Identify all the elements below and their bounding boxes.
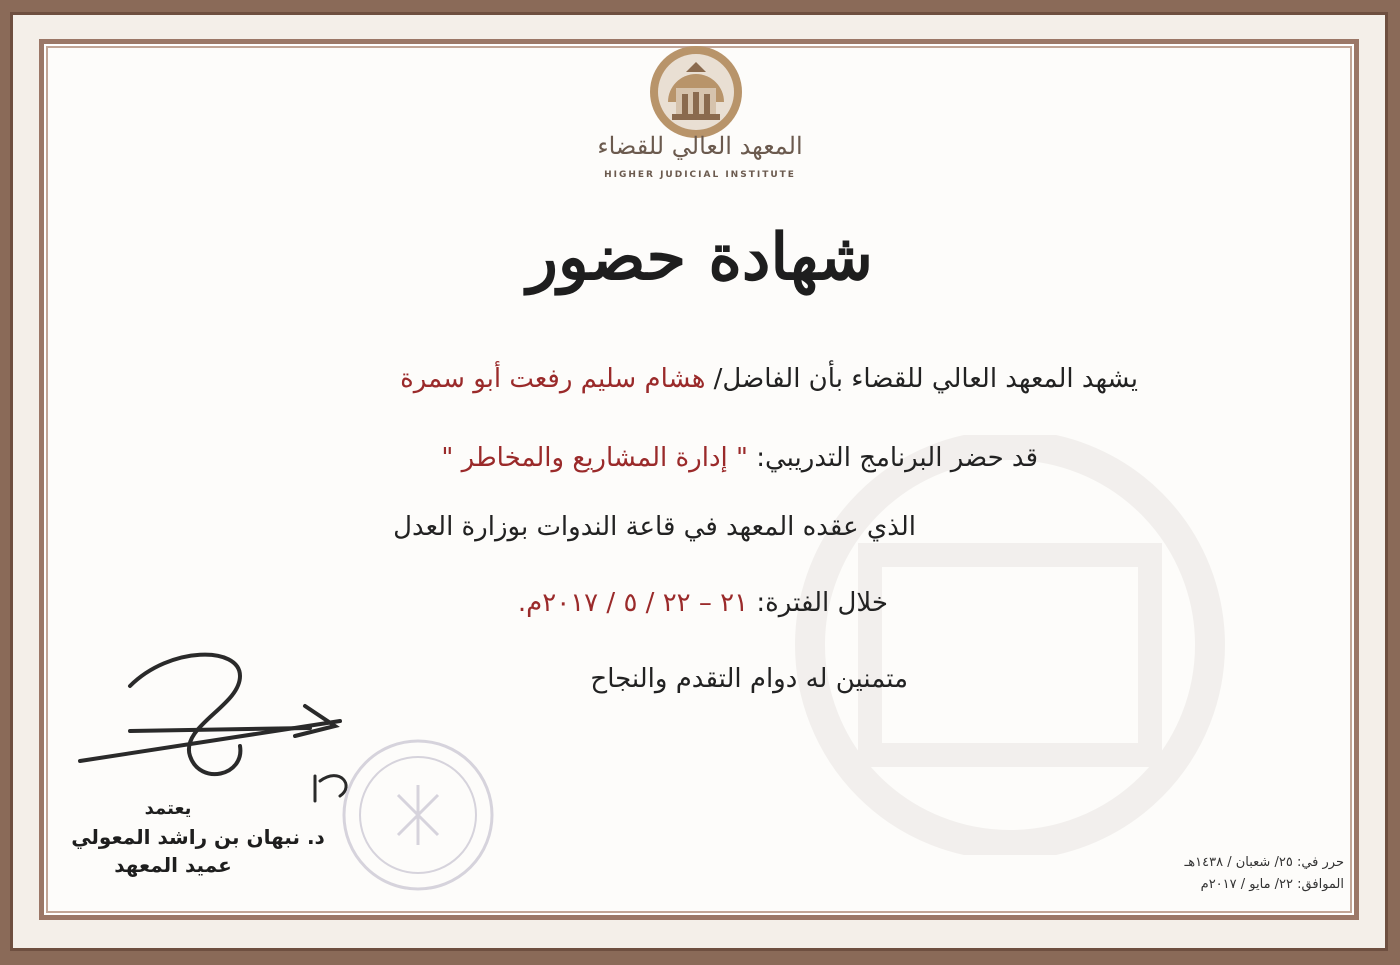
program-prefix: قد حضر البرنامج التدريبي:: [756, 443, 1038, 473]
institute-logo-icon: [646, 42, 746, 142]
period-dates: ٢١ – ٢٢ / ٥ / ٢٠١٧م.: [517, 588, 749, 618]
program-line: [441, 443, 1038, 473]
issue-date-gregorian: الموافق: ٢٢/ مايو / ٢٠١٧م: [1200, 877, 1344, 892]
wishes-line: متمنين له دوام التقدم والنجاح: [590, 664, 908, 694]
institute-name-arabic: المعهد العالي للقضاء: [597, 132, 803, 160]
issue-date-hijri: حرر في: ٢٥/ شعبان / ١٤٣٨هـ: [1184, 855, 1344, 870]
venue-line: الذي عقده المعهد في قاعة الندوات بوزارة العدل: [393, 512, 916, 542]
signer-name: د. نبهان بن راشد المعولي: [71, 825, 325, 849]
official-stamp: [338, 735, 498, 895]
period-line: [518, 588, 888, 618]
approve-label: يعتمد: [144, 798, 192, 819]
period-prefix: خلال الفترة:: [756, 588, 888, 618]
attestation-line: [400, 364, 1138, 394]
institute-name-english: HIGHER JUDICIAL INSTITUTE: [604, 170, 796, 180]
attestation-prefix: يشهد المعهد العالي للقضاء بأن الفاضل/: [713, 364, 1138, 394]
signature-block: [68, 798, 328, 877]
certificate-title: شهادة حضور: [527, 220, 873, 295]
issue-date-block: [1184, 852, 1344, 896]
signer-title: عميد المعهد: [114, 853, 232, 877]
program-name: " إدارة المشاريع والمخاطر ": [441, 443, 748, 473]
recipient-name: هشام سليم رفعت أبو سمرة: [400, 364, 706, 394]
